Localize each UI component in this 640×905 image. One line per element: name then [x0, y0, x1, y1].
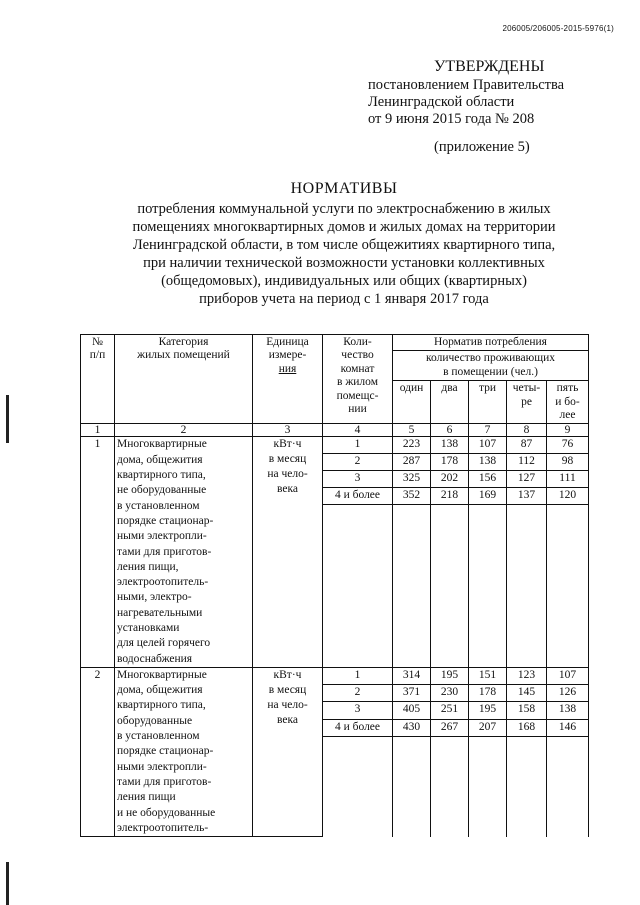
column-number: 8: [507, 424, 547, 437]
norm-value: 314: [393, 667, 431, 684]
row-unit: [253, 437, 323, 667]
norm-value: 98: [547, 454, 589, 471]
approval-head: УТВЕРЖДЕНЫ: [434, 58, 545, 75]
row-category: [115, 437, 253, 667]
header-text: Коли-: [343, 336, 372, 348]
table-row: [81, 437, 589, 454]
column-number: 6: [431, 424, 469, 437]
category-line: оборудованные: [117, 714, 193, 727]
approval-line: от 9 июня 2015 года № 208: [368, 111, 535, 127]
norm-value-empty: [431, 737, 469, 837]
category-line: ными электропли-: [117, 760, 207, 773]
norm-value: 146: [547, 719, 589, 736]
rooms-cell: 3: [323, 702, 393, 719]
norm-value: 267: [431, 719, 469, 736]
category-line: водоснабжения: [117, 652, 193, 665]
subtitle-line: потребления коммунальной услуги по электроснабжению в жилых: [137, 201, 551, 217]
header-text: №: [92, 336, 103, 348]
norm-value: 112: [507, 454, 547, 471]
header-text: п/п: [89, 349, 106, 362]
header-text: три: [478, 382, 497, 395]
norm-value: 352: [393, 488, 431, 505]
category-line: дома, общежития: [117, 453, 203, 466]
norm-value: 223: [393, 437, 431, 454]
norm-value: 120: [547, 488, 589, 505]
norm-value: 178: [469, 685, 507, 702]
norm-value-empty: [393, 505, 431, 668]
header-text: ния: [278, 362, 297, 375]
header-residents-count: [547, 381, 589, 424]
unit-line: кВт·ч: [273, 438, 302, 451]
table-header: [81, 335, 589, 424]
header-rooms: [323, 335, 393, 424]
column-number: 2: [115, 424, 253, 437]
header-text: в помещении (чел.): [443, 365, 538, 378]
norm-value: 127: [507, 471, 547, 488]
norm-value-empty: [469, 505, 507, 668]
norm-value: 87: [507, 437, 547, 454]
unit-line: века: [277, 713, 298, 726]
row-number: 2: [81, 667, 115, 836]
norm-value: 138: [547, 702, 589, 719]
header-residents: [393, 351, 589, 381]
header-text: пять: [556, 382, 579, 395]
norm-value: 151: [469, 667, 507, 684]
category-line: электроотопитель-: [117, 821, 209, 834]
norm-value: 138: [431, 437, 469, 454]
norm-value-empty: [507, 737, 547, 837]
category-line: ными, электро-: [117, 591, 192, 604]
rooms-cell-empty: [323, 505, 393, 668]
document-subtitle: [64, 200, 624, 308]
rooms-cell: 1: [323, 437, 393, 454]
category-line: Многоквартирные: [117, 438, 207, 451]
header-text: количество проживающих: [426, 352, 555, 365]
norm-value: 218: [431, 488, 469, 505]
rooms-cell: 4 и более: [323, 488, 393, 505]
norm-value: 251: [431, 702, 469, 719]
category-line: ными электропли-: [117, 530, 207, 543]
document-title-block: [64, 180, 624, 308]
header-text: Единица: [266, 336, 309, 348]
norm-value: 76: [547, 437, 589, 454]
rooms-cell-empty: [323, 737, 393, 837]
column-number: 4: [323, 424, 393, 437]
unit-line: на чело-: [267, 698, 308, 711]
header-text: два: [441, 382, 458, 395]
category-line: тами для приготов-: [117, 775, 212, 788]
norm-value: 195: [469, 702, 507, 719]
document-title: НОРМАТИВЫ: [290, 180, 398, 197]
approval-line: постановлением Правительства: [368, 77, 565, 93]
norm-value: 178: [431, 454, 469, 471]
norm-value: 169: [469, 488, 507, 505]
norm-value: 287: [393, 454, 431, 471]
header-text: жилых помещений: [137, 349, 230, 362]
category-line: и не оборудованные: [117, 806, 216, 819]
norm-value: 371: [393, 685, 431, 702]
norm-value: 168: [507, 719, 547, 736]
header-text: чество: [341, 349, 374, 362]
rooms-cell: 2: [323, 685, 393, 702]
norm-value: 145: [507, 685, 547, 702]
column-number: 1: [81, 424, 115, 437]
unit-line: в месяц: [268, 683, 307, 696]
header-text: Категория: [158, 336, 209, 348]
unit-line: на чело-: [267, 468, 308, 481]
category-line: дома, общежития: [117, 684, 203, 697]
norm-value-empty: [431, 505, 469, 668]
category-line: для целей горячего: [117, 637, 211, 650]
category-line: в установленном: [117, 730, 200, 743]
category-line: электроотопитель-: [117, 576, 209, 589]
norm-value-empty: [469, 737, 507, 837]
header-row: [81, 335, 589, 351]
category-line: квартирного типа,: [117, 699, 206, 712]
norms-table: [80, 334, 589, 837]
row-unit: [253, 667, 323, 836]
approval-line: Ленинградской области: [368, 94, 515, 110]
header-text: четы-: [512, 382, 541, 395]
category-line: ления пищи,: [117, 560, 179, 573]
norm-value: 107: [547, 667, 589, 684]
category-line: нагревательными: [117, 606, 203, 619]
column-number: 3: [253, 424, 323, 437]
header-text: в жилом: [337, 376, 378, 389]
scan-margin-mark: [6, 395, 9, 443]
subtitle-line: приборов учета на период с 1 января 2017 года: [199, 291, 489, 307]
category-line: порядке стационар-: [117, 514, 214, 527]
header-unit: [253, 335, 323, 424]
subtitle-line: Ленинградской области, в том числе общежитиях квартирного типа,: [132, 237, 556, 253]
category-line: порядке стационар-: [117, 745, 214, 758]
category-line: Многоквартирные: [117, 668, 207, 681]
header-text: измере-: [268, 349, 307, 362]
table-body: [81, 424, 589, 837]
norm-value-empty: [507, 505, 547, 668]
norm-value: 405: [393, 702, 431, 719]
header-residents-count: [507, 381, 547, 424]
norm-value: 111: [547, 471, 589, 488]
header-residents-count: [469, 381, 507, 424]
column-number: 9: [547, 424, 589, 437]
subtitle-line: при наличии технической возможности установки коллективных: [143, 255, 545, 271]
header-norm: Норматив потребления: [393, 335, 589, 351]
norm-value-empty: [547, 505, 589, 668]
header-residents-count: [393, 381, 431, 424]
header-text: ре: [521, 395, 532, 408]
norm-value: 137: [507, 488, 547, 505]
header-text: нии: [348, 403, 367, 416]
norm-value: 138: [469, 454, 507, 471]
norm-value: 230: [431, 685, 469, 702]
header-text: комнат: [340, 362, 375, 375]
column-number: 7: [469, 424, 507, 437]
approval-attachment: (приложение 5): [434, 139, 530, 155]
norm-value: 430: [393, 719, 431, 736]
category-line: ления пищи: [117, 791, 176, 804]
header-text: и бо-: [555, 395, 580, 408]
norm-value: 202: [431, 471, 469, 488]
column-number: 5: [393, 424, 431, 437]
norm-value-empty: [547, 737, 589, 837]
row-number: 1: [81, 437, 115, 667]
category-line: установками: [117, 622, 180, 634]
subtitle-line: помещениях многоквартирных домов и жилых домах на территории: [132, 219, 556, 235]
norm-value: 325: [393, 471, 431, 488]
header-residents-count: [431, 381, 469, 424]
rooms-cell: 3: [323, 471, 393, 488]
norm-value: 107: [469, 437, 507, 454]
subtitle-line: (общедомовых), индивидуальных или общих (квартирных): [161, 273, 527, 289]
header-text: лее: [559, 409, 576, 422]
norm-value: 156: [469, 471, 507, 488]
unit-line: в месяц: [268, 453, 307, 466]
rooms-cell: 4 и более: [323, 719, 393, 736]
unit-line: века: [277, 483, 298, 496]
row-category: [115, 667, 253, 836]
scan-margin-mark: [6, 862, 9, 905]
unit-line: кВт·ч: [273, 668, 302, 681]
rooms-cell: 1: [323, 667, 393, 684]
header-text: один: [399, 382, 424, 395]
norm-value: 126: [547, 685, 589, 702]
norm-value-empty: [393, 737, 431, 837]
column-number-row: [81, 424, 589, 437]
category-line: квартирного типа,: [117, 469, 206, 482]
norm-value: 158: [507, 702, 547, 719]
document-id: 206005/206005-2015-5976(1): [502, 24, 614, 33]
header-category: [115, 335, 253, 424]
header-text: помещс-: [336, 389, 379, 402]
rooms-cell: 2: [323, 454, 393, 471]
category-line: тами для приготов-: [117, 545, 212, 558]
norm-value: 207: [469, 719, 507, 736]
norm-value: 123: [507, 667, 547, 684]
category-line: в установленном: [117, 499, 200, 512]
table-row: [81, 667, 589, 684]
norm-value: 195: [431, 667, 469, 684]
header-num: [81, 335, 115, 424]
category-line: не оборудованные: [117, 484, 207, 497]
approval-stamp: [368, 58, 628, 156]
